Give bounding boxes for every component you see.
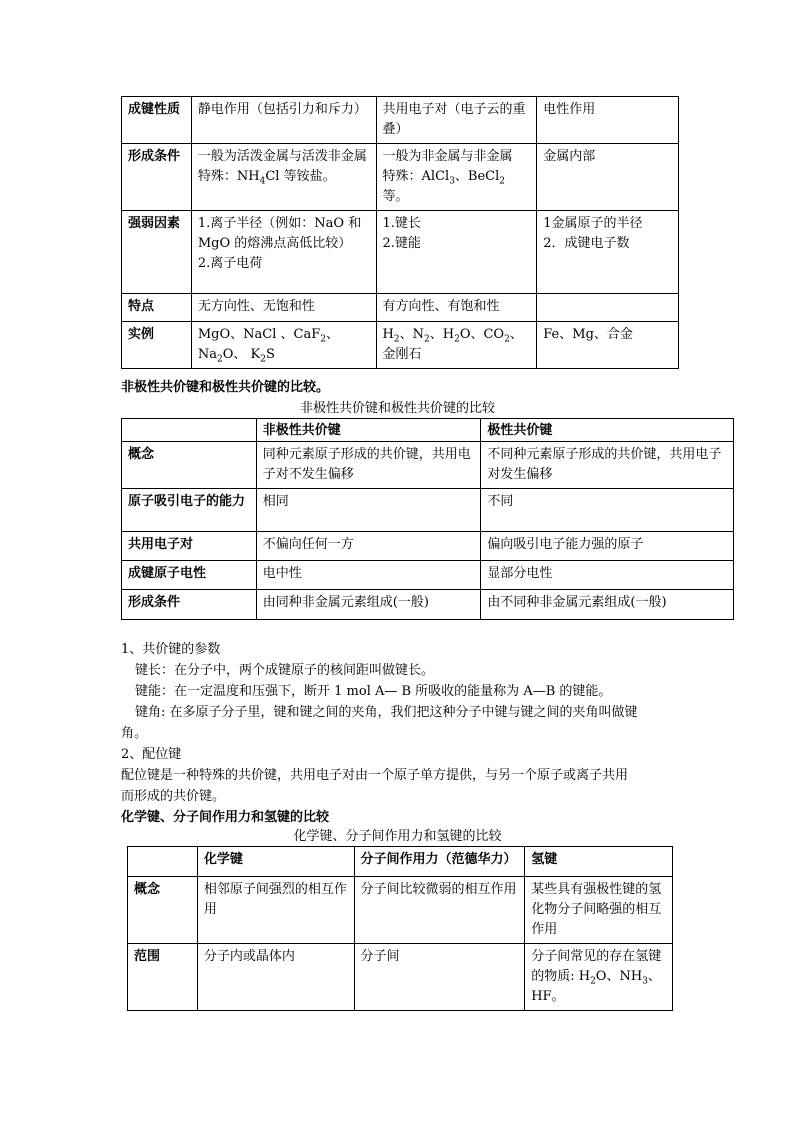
paragraph: 键能：在一定温度和压强下，断开 1 mol A— B 所吸收的能量称为 A—B 的键能。 <box>135 684 612 699</box>
table-row <box>128 944 673 1011</box>
table-row <box>122 532 734 561</box>
table-cell <box>191 144 376 211</box>
header-cell: 分子间作用力（范德华力） <box>354 847 525 877</box>
header-cell: 氢键 <box>525 847 673 877</box>
table-cell: 有方向性、有饱和性 <box>376 294 537 322</box>
paragraph: 1、共价键的参数 <box>121 642 221 657</box>
table-cell: 电中性 <box>256 561 481 590</box>
table-row <box>122 97 679 144</box>
table-header-row <box>122 419 734 442</box>
table-cell <box>191 322 376 369</box>
table-cell <box>537 294 679 322</box>
table-cell <box>191 211 376 294</box>
text-fragment: 、BeCl <box>454 169 500 184</box>
paragraph: 配位键是一种特殊的共价键，共用电子对由一个原子单方提供，与另一个原子或离子共用 <box>121 768 629 783</box>
table-cell: 相邻原子间强烈的相互作用 <box>197 877 354 944</box>
text-fragment: 特殊：NH <box>197 169 260 184</box>
cell-text: 2．成键电子数 <box>543 236 630 251</box>
row-header: 强弱因素 <box>122 211 192 294</box>
paragraph: 2、配位键 <box>121 747 182 762</box>
table-row <box>122 590 734 620</box>
paragraph: 而形成的共价键。 <box>121 789 226 804</box>
table-row <box>122 144 679 211</box>
row-header: 特点 <box>122 294 192 322</box>
cell-text <box>198 167 371 187</box>
header-cell: 非极性共价键 <box>256 419 481 442</box>
row-header: 范围 <box>128 944 198 1011</box>
table-cell <box>376 322 537 369</box>
table-cell: 共用电子对（电子云的重叠） <box>376 97 537 144</box>
covalent-comparison-table <box>121 418 734 620</box>
cell-text: 等。 <box>382 189 409 204</box>
table-cell: 分子内或晶体内 <box>197 944 354 1011</box>
paragraph: 键角: 在多原子分子里，键和键之间的夹角，我们把这种分子中键与键之间的夹角叫做键 <box>135 705 638 720</box>
row-header: 成键性质 <box>122 97 192 144</box>
table-caption: 非极性共价键和极性共价键的比较 <box>299 401 495 416</box>
table-row <box>122 489 734 532</box>
cell-text: 一般为活泼金属与活泼非金属 <box>197 149 367 164</box>
table-cell: 分子间常见的存在氢键的物质: $H_2O$、$NH_3$、HF。 <box>525 944 673 1011</box>
table-row <box>128 877 673 944</box>
header-cell: 化学键 <box>197 847 354 877</box>
table-cell: 分子间比较微弱的相互作用 <box>354 877 525 944</box>
cell-text: 1.键长 <box>382 216 421 231</box>
subscript: 2 <box>499 176 506 187</box>
table-cell: 不同 <box>481 489 734 532</box>
text-fragment: 特殊：AlCl <box>382 169 450 184</box>
table-cell: 由同种非金属元素组成(一般) <box>256 590 481 620</box>
table-cell: 相同 <box>256 489 481 532</box>
section-heading: 化学键、分子间作用力和氢键的比较 <box>121 810 330 825</box>
row-header: 形成条件 <box>122 590 257 620</box>
table-cell: 不同种元素原子形成的共价键，共用电子对发生偏移 <box>481 442 734 489</box>
cell-text: 1.离子半径（例如：NaO 和 MgO 的熔沸点高低比较） <box>197 216 362 251</box>
cell-text: MgO、NaCl 、CaF$_2$、 <box>197 327 339 345</box>
force-comparison-table <box>127 846 673 1011</box>
table-row <box>122 294 679 322</box>
table-cell: 显部分电性 <box>481 561 734 590</box>
paragraph: 键长：在分子中，两个成键原子的核间距叫做键长。 <box>135 663 435 678</box>
table-cell: 金属内部 <box>537 144 679 211</box>
table-cell: Fe、Mg、合金 <box>537 322 679 369</box>
table-cell: 电性作用 <box>537 97 679 144</box>
table-row <box>122 442 734 489</box>
row-header: 概念 <box>122 442 257 489</box>
table-cell <box>376 211 537 294</box>
cell-text: $Na_2O$、 $K_2S$ <box>197 347 275 365</box>
subscript: 4 <box>259 176 266 187</box>
cell-text <box>383 167 532 187</box>
row-header: 概念 <box>128 877 198 944</box>
table-cell <box>537 211 679 294</box>
row-header: 成键原子电性 <box>122 561 257 590</box>
subscript: 3 <box>449 176 455 187</box>
cell-text: 2.离子电荷 <box>197 256 263 271</box>
header-cell: 极性共价键 <box>481 419 734 442</box>
table-cell: 某些具有强极性键的氢化物分子间略强的相互作用 <box>525 877 673 944</box>
table-cell: 由不同种非金属元素组成(一般) <box>481 590 734 620</box>
table-caption: 化学键、分子间作用力和氢键的比较 <box>293 829 502 844</box>
cell-text: 1金属原子的半径 <box>543 216 643 231</box>
row-header: 实例 <box>122 322 192 369</box>
table-cell: 静电作用（包括引力和斥力） <box>191 97 376 144</box>
cell-text: 2.键能 <box>382 236 421 251</box>
table-cell: 无方向性、无饱和性 <box>191 294 376 322</box>
section-heading: 非极性共价键和极性共价键的比较。 <box>121 380 330 395</box>
cell-text: 金刚石 <box>382 347 422 362</box>
table-cell: 分子间 <box>354 944 525 1011</box>
row-header: 共用电子对 <box>122 532 257 561</box>
table-cell <box>376 144 537 211</box>
text-fragment: Cl 等铵盐。 <box>265 169 336 184</box>
bond-comparison-table <box>121 96 679 369</box>
cell-text: $H_2$、$N_2$、$H_2O$、$CO_2$、 <box>382 327 523 345</box>
row-header: 原子吸引电子的能力 <box>122 489 257 532</box>
table-cell: 同种元素原子形成的共价键，共用电子对不发生偏移 <box>256 442 481 489</box>
table-header-row <box>128 847 673 877</box>
paragraph: 角。 <box>121 726 148 741</box>
table-row <box>122 322 679 369</box>
table-row <box>122 561 734 590</box>
table-row <box>122 211 679 294</box>
row-header: 形成条件 <box>122 144 192 211</box>
table-cell: 不偏向任何一方 <box>256 532 481 561</box>
table-cell: 偏向吸引电子能力强的原子 <box>481 532 734 561</box>
cell-text: 一般为非金属与非金属 <box>382 149 513 164</box>
header-cell <box>122 419 257 442</box>
header-cell <box>128 847 198 877</box>
